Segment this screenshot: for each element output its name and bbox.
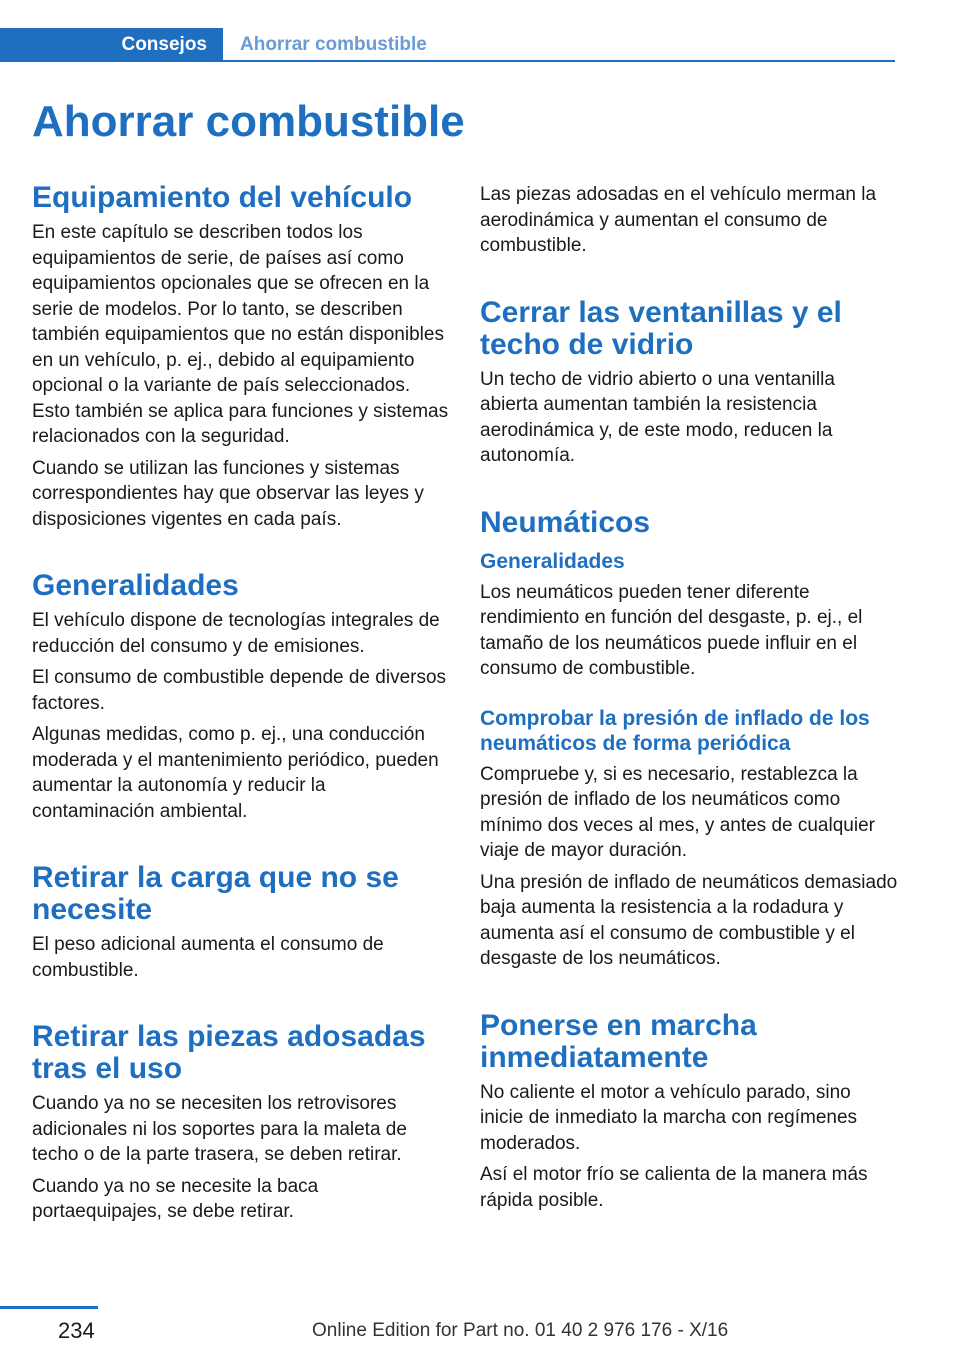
left-column [32,182,452,1225]
section-heading: Retirar las piezas adosadas tras el uso [32,1020,426,1085]
paragraph: Compruebe y, si es necesario, restablezca la presión de inflado de los neumáticos como mínimo dos veces al mes, y antes de cualquier viaje de mayor duración. [480,763,875,861]
chapter-tab[interactable]: Consejos [0,28,223,62]
spacer [480,259,898,297]
section-tab[interactable]: Ahorrar combustible [240,34,427,55]
section-heading: Cerrar las ventanillas y el techo de vidrio [480,295,842,361]
edition-text: Online Edition for Part no. 01 40 2 976 176 - X/16 [312,1320,729,1341]
paragraph: Las piezas adosadas en el vehículo merman la aerodinámica y aumentan el consumo de combustible. [480,184,877,256]
section-heading: Generalidades [32,569,239,602]
header-bar [0,28,895,62]
paragraph: Los neumáticos pueden tener diferente rendimiento en función del desgaste, p. ej., el tamaño de los neumáticos puede influir en el consumo de combustible. [480,581,863,679]
page-number: 234 [58,1318,95,1343]
section-heading: Retirar la carga que no se necesite [32,861,399,926]
paragraph: Cuando ya no se necesiten los retrovisores adicionales ni los soportes para la maleta de techo o de la parte trasera, se deben retirar. [32,1093,407,1165]
subsection-heading: Generalidades [480,549,625,573]
page-title: Ahorrar combustible [32,97,465,146]
paragraph: No caliente el motor a vehículo parado, sino inicie de inmediato la marcha con regímenes moderados. [480,1081,858,1154]
spacer [480,682,898,706]
paragraph: Cuando se utilizan las funciones y sistemas correspondientes hay que observar las leyes y disposiciones vigentes en cada país. [32,457,424,530]
paragraph: El vehículo dispone de tecnologías integrales de reducción del consumo y de emisiones. [32,610,440,657]
spacer [32,983,452,1021]
right-column [480,182,898,1213]
paragraph: El consumo de combustible depende de diversos factores. [32,667,447,714]
paragraph: En este capítulo se describen todos los equipamientos de serie, de países así como equipamientos opcionales que se ofrecen en la serie de modelos. Por lo tanto, se describen también equipamientos que no están disponibles en un vehículo, p. ej., debido al equipamiento opcional o la variante de país seleccionados. Esto también se aplica para funciones y sistemas relacionados con la seguridad. [32,222,449,447]
paragraph: Así el motor frío se calienta de la manera más rápida posible. [480,1164,868,1211]
spacer [480,539,898,549]
spacer [480,972,898,1010]
spacer [480,469,898,507]
spacer [32,824,452,862]
spacer [32,532,452,570]
paragraph: Una presión de inflado de neumáticos demasiado baja aumenta la resistencia a la rodadura y aumenta así el consumo de combustible y el desgaste de los neumáticos. [480,871,898,969]
section-heading: Ponerse en marcha inmediatamente [480,1008,757,1074]
paragraph: Algunas medidas, como p. ej., una conducción moderada y el mantenimiento periódico, pueden aumentar la autonomía y reducir la contaminación ambiental. [32,724,439,822]
footer-rule [0,1306,98,1309]
paragraph: Un techo de vidrio abierto o una ventanilla abierta aumentan también la resistencia aerodinámica y, de este modo, reducen la autonomía. [480,368,835,466]
section-heading: Neumáticos [480,505,651,539]
paragraph: El peso adicional aumenta el consumo de combustible. [32,934,384,981]
section-heading: Equipamiento del vehículo [32,181,413,214]
header-rule [223,60,895,62]
paragraph: Cuando ya no se necesite la baca portaequipajes, se debe retirar. [32,1175,319,1222]
subsection-heading: Comprobar la presión de inflado de los neumáticos de forma periódica [480,706,870,755]
